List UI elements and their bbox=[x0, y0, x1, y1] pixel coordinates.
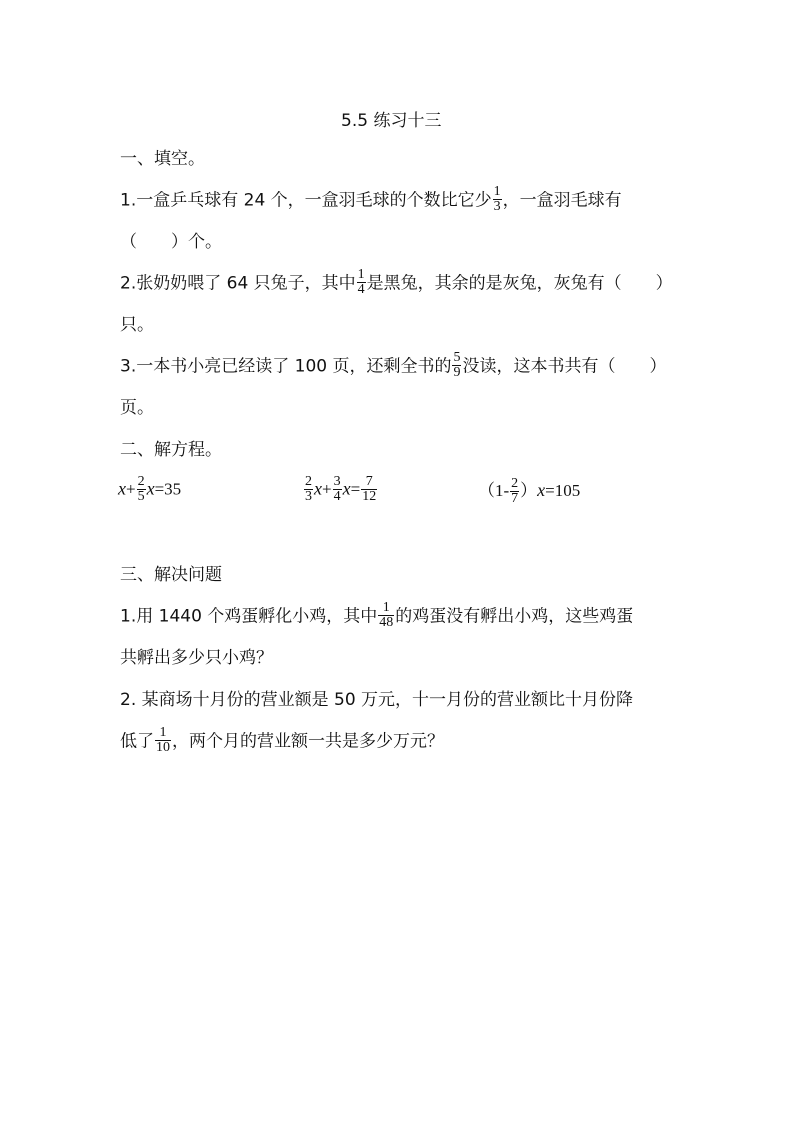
numerator: 3 bbox=[333, 474, 341, 489]
denominator: 12 bbox=[362, 489, 377, 504]
word-problem-1-cont: 共孵出多少只小鸡？ bbox=[120, 648, 273, 668]
problem-text: 低了 bbox=[120, 731, 154, 752]
denominator: 48 bbox=[379, 615, 394, 630]
equation-paren: ） bbox=[520, 481, 538, 500]
fill-question-1-cont: （ ）个。 bbox=[120, 232, 222, 252]
fill-question-1 bbox=[120, 186, 622, 215]
fraction bbox=[357, 268, 366, 297]
equation-1 bbox=[118, 476, 181, 505]
equation-rhs: =35 bbox=[154, 479, 182, 499]
equation-lhs: （1- bbox=[478, 481, 510, 500]
word-problem-1 bbox=[120, 602, 633, 631]
page-title: 5.5 练习十三 bbox=[341, 111, 442, 131]
fill-question-3 bbox=[120, 352, 666, 381]
numerator: 5 bbox=[453, 350, 461, 365]
denominator: 7 bbox=[511, 490, 519, 506]
question-text: 3.一本书小亮已经读了 100 页，还剩全书的 bbox=[120, 356, 452, 377]
variable: x bbox=[146, 478, 155, 499]
denominator: 3 bbox=[493, 199, 501, 214]
numerator: 7 bbox=[361, 475, 377, 490]
fraction bbox=[452, 351, 461, 380]
word-problem-2: 2. 某商场十月份的营业额是 50 万元，十一月份的营业额比十月份降 bbox=[120, 690, 634, 710]
variable: x bbox=[314, 478, 322, 499]
word-problem-2-cont bbox=[120, 727, 444, 756]
numerator: 1 bbox=[155, 726, 171, 741]
fill-question-2-cont: 只。 bbox=[120, 315, 154, 335]
section-2-heading: 二、解方程。 bbox=[120, 440, 222, 460]
fraction bbox=[493, 185, 502, 214]
operator: + bbox=[126, 479, 136, 499]
section-3-heading: 三、解决问题 bbox=[120, 565, 222, 585]
numerator: 2 bbox=[305, 474, 312, 489]
fraction bbox=[378, 601, 394, 630]
problem-text: ，两个月的营业额一共是多少万元？ bbox=[172, 731, 444, 752]
variable: x bbox=[537, 480, 546, 500]
question-text: 1.一盒乒乓球有 24 个，一盒羽毛球的个数比它少 bbox=[120, 190, 492, 211]
equation-2 bbox=[303, 476, 378, 505]
question-text: 2.张奶奶喂了 64 只兔子，其中 bbox=[120, 273, 356, 294]
fill-question-2 bbox=[120, 269, 673, 298]
numerator: 2 bbox=[137, 474, 145, 489]
operator: = bbox=[350, 479, 361, 499]
fraction bbox=[155, 726, 171, 755]
section-1-heading: 一、填空。 bbox=[120, 149, 205, 169]
fill-question-3-cont: 页。 bbox=[120, 398, 154, 418]
denominator: 4 bbox=[357, 282, 365, 297]
fraction bbox=[333, 475, 342, 504]
denominator: 10 bbox=[156, 740, 170, 755]
equation-rhs: =105 bbox=[545, 481, 581, 500]
question-text: ，一盒羽毛球有 bbox=[502, 190, 622, 211]
fraction bbox=[510, 477, 519, 506]
numerator: 1 bbox=[357, 267, 365, 282]
problem-text: 1.用 1440 个鸡蛋孵化小鸡，其中 bbox=[120, 606, 378, 627]
problem-text: 的鸡蛋没有孵出小鸡，这些鸡蛋 bbox=[395, 606, 634, 627]
operator: + bbox=[322, 479, 332, 499]
question-text: 是黑兔，其余的是灰兔，灰兔有（ ） bbox=[366, 273, 673, 294]
numerator: 1 bbox=[493, 184, 501, 199]
fraction bbox=[137, 475, 146, 504]
question-text: 没读，这本书共有（ ） bbox=[462, 356, 667, 377]
variable: x bbox=[342, 478, 351, 499]
denominator: 4 bbox=[333, 489, 341, 504]
numerator: 2 bbox=[511, 475, 519, 491]
fraction bbox=[361, 475, 377, 504]
equation-3 bbox=[478, 476, 580, 507]
fraction bbox=[304, 475, 313, 504]
denominator: 5 bbox=[137, 489, 145, 504]
numerator: 1 bbox=[378, 601, 394, 616]
denominator: 9 bbox=[453, 365, 461, 380]
denominator: 3 bbox=[305, 489, 312, 504]
variable: x bbox=[118, 478, 126, 499]
